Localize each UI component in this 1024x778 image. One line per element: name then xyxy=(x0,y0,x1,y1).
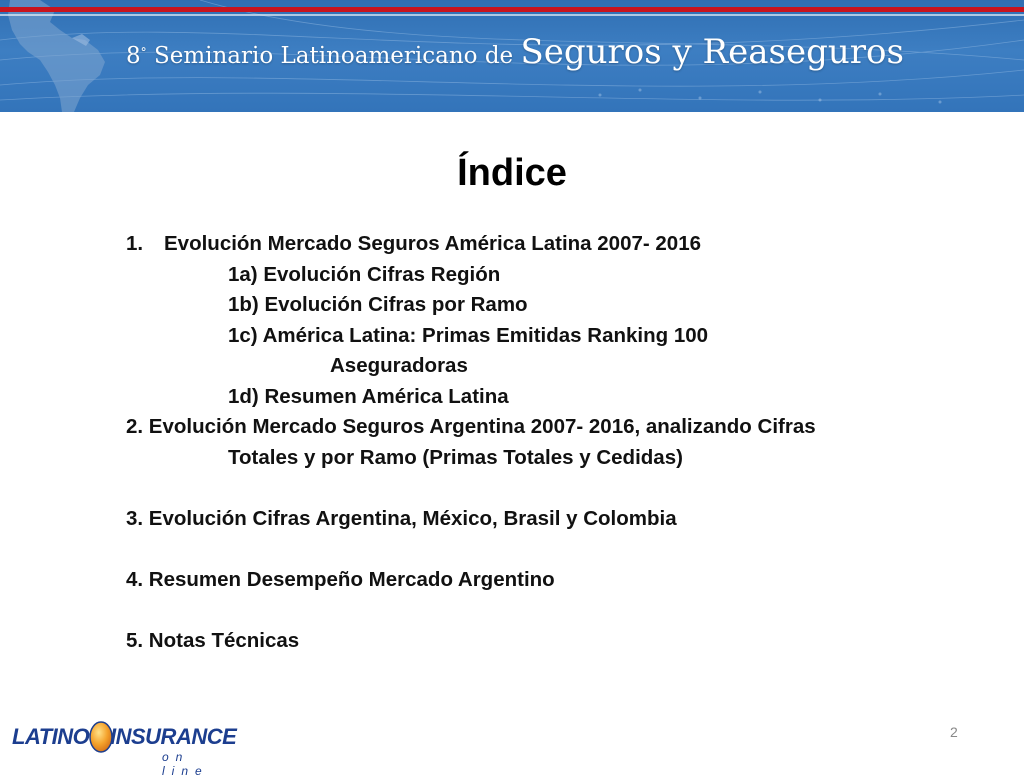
index-item-5: 5. Notas Técnicas xyxy=(126,628,300,652)
index-item-4: 4. Resumen Desempeño Mercado Argentino xyxy=(126,567,555,591)
index-item-1 xyxy=(126,229,986,260)
index-item-3: 3. Evolución Cifras Argentina, México, Brasil y Colombia xyxy=(126,506,677,530)
seminar-title xyxy=(126,32,904,82)
logo-tagline: on line xyxy=(162,750,209,778)
banner-white-stripe xyxy=(0,14,1024,16)
index-item-label: Evolución Mercado Seguros América Latina 2007- 2016 xyxy=(164,232,702,255)
seminar-title-number: 8 xyxy=(126,43,141,69)
latino-insurance-logo xyxy=(12,718,237,778)
page-number: 2 xyxy=(950,724,958,740)
logo-word-insurance: INSURANCE xyxy=(110,724,237,749)
index-item-2-continued: Totales y por Ramo (Primas Totales y Cedidas) xyxy=(228,445,683,469)
index-item-number: 1. xyxy=(126,232,144,255)
index-item-1a: 1a) Evolución Cifras Región xyxy=(228,262,501,286)
index-item-1d: 1d) Resumen América Latina xyxy=(228,384,509,408)
header-banner xyxy=(0,0,1024,112)
seminar-title-small: Seminario Latinoamericano de xyxy=(146,43,521,69)
index-item-1b: 1b) Evolución Cifras por Ramo xyxy=(228,293,528,316)
spacer xyxy=(126,473,986,504)
index-list xyxy=(126,229,986,656)
logo-word-latino: LATINO xyxy=(12,724,90,749)
slide-title: Índice xyxy=(457,152,567,194)
seminar-title-big: Seguros y Reaseguros xyxy=(520,32,904,72)
index-item-1c-continued: Aseguradoras xyxy=(330,354,468,377)
index-item-1c: 1c) América Latina: Primas Emitidas Ranking 100 xyxy=(228,323,709,347)
spacer xyxy=(126,534,986,565)
seminar-title-ordinal: ° xyxy=(140,45,147,60)
spacer xyxy=(126,595,986,626)
banner-red-stripe xyxy=(0,7,1024,12)
index-item-2: 2. Evolución Mercado Seguros Argentina 2007- 2016, analizando Cifras xyxy=(126,415,816,438)
